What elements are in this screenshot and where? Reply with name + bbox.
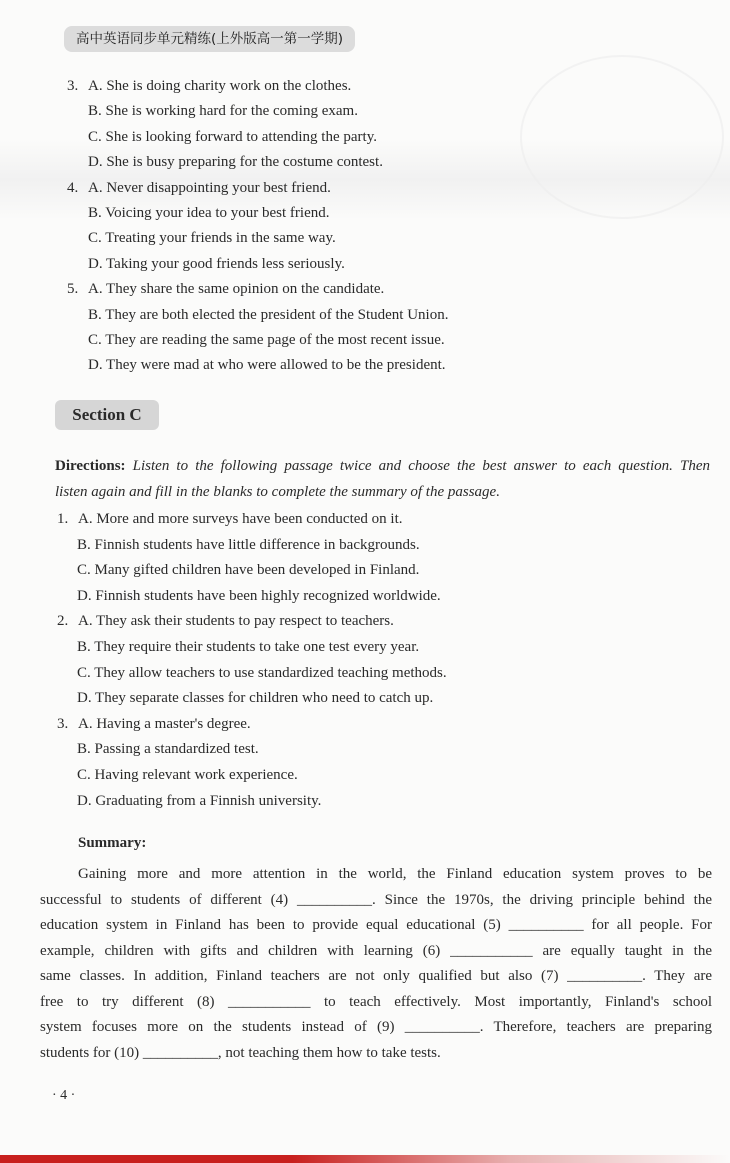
question-number: 4. <box>67 179 79 196</box>
answer-option: A. Never disappointing your best friend. <box>88 179 331 196</box>
section-title: Section C <box>55 400 159 430</box>
answer-option: D. Finnish students have been highly recognized worldwide. <box>77 587 441 604</box>
answer-option: C. Having relevant work experience. <box>77 767 298 783</box>
summary-line: Gaining more and more attention in the world, the Finland education system proves to be <box>78 866 712 882</box>
directions-label: Directions: <box>55 458 126 474</box>
answer-option: A. Having a master's degree. <box>78 715 251 732</box>
answer-option: D. Taking your good friends less seriously. <box>88 255 345 272</box>
summary-line: free to try different (8) ___________ to teach effectively. Most importantly, Finland's school <box>40 993 712 1010</box>
directions-text: Listen to the following passage twice and choose the best answer to each question. Then <box>132 458 710 474</box>
directions-line-1 <box>55 458 710 475</box>
answer-option: B. They require their students to take one test every year. <box>77 639 420 655</box>
summary-line: same classes. In addition, Finland teachers are not only qualified but also (7) __________. They are <box>40 968 712 984</box>
summary-line: successful to students of different (4) __________. Since the 1970s, the driving principle behind the <box>40 891 712 908</box>
answer-option: A. She is doing charity work on the clothes. <box>88 78 352 94</box>
answer-option: D. They separate classes for children who need to catch up. <box>77 690 434 707</box>
question-number: 1. <box>57 511 69 527</box>
question-number: 5. <box>67 281 79 298</box>
answer-option: C. Treating your friends in the same way. <box>88 230 336 247</box>
answer-option: C. Many gifted children have been developed in Finland. <box>77 562 420 579</box>
summary-line: education system in Finland has been to provide equal educational (5) __________ for all people. For <box>40 917 712 933</box>
summary-line: students for (10) __________, not teaching them how to take tests. <box>40 1044 441 1061</box>
question-number: 3. <box>67 78 79 94</box>
summary-line: system focuses more on the students instead of (9) __________. Therefore, teachers are preparing <box>40 1019 712 1035</box>
summary-line: example, children with gifts and children with learning (6) ___________ are equally taught in the <box>40 942 712 959</box>
directions-line-2 <box>55 484 710 501</box>
answer-option: C. She is looking forward to attending the party. <box>88 128 377 145</box>
answer-option: A. They share the same opinion on the candidate. <box>88 281 385 298</box>
answer-option: D. They were mad at who were allowed to be the president. <box>88 357 446 374</box>
globe-watermark <box>520 55 724 219</box>
page-number: · 4 · <box>52 1088 76 1103</box>
answer-option: C. They are reading the same page of the most recent issue. <box>88 332 445 348</box>
question-number: 2. <box>57 613 69 630</box>
answer-option: C. They allow teachers to use standardized teaching methods. <box>77 664 447 681</box>
question-number: 3. <box>57 715 69 732</box>
answer-option: A. They ask their students to pay respect to teachers. <box>78 613 394 630</box>
answer-option: B. She is working hard for the coming exam. <box>88 103 358 120</box>
directions-text: listen again and fill in the blanks to complete the summary of the passage. <box>55 484 500 500</box>
answer-option: B. Voicing your idea to your best friend. <box>88 205 330 221</box>
answer-option: B. Finnish students have little difference in backgrounds. <box>77 536 420 553</box>
answer-option: D. She is busy preparing for the costume contest. <box>88 154 383 171</box>
answer-option: A. More and more surveys have been conducted on it. <box>78 511 403 527</box>
answer-option: B. They are both elected the president of the Student Union. <box>88 306 449 323</box>
running-header: 高中英语同步单元精练(上外版高一第一学期) <box>64 26 355 52</box>
answer-option: B. Passing a standardized test. <box>77 741 259 758</box>
summary-label: Summary: <box>78 835 147 851</box>
answer-option: D. Graduating from a Finnish university. <box>77 792 322 809</box>
red-edge-bar <box>0 1155 730 1163</box>
